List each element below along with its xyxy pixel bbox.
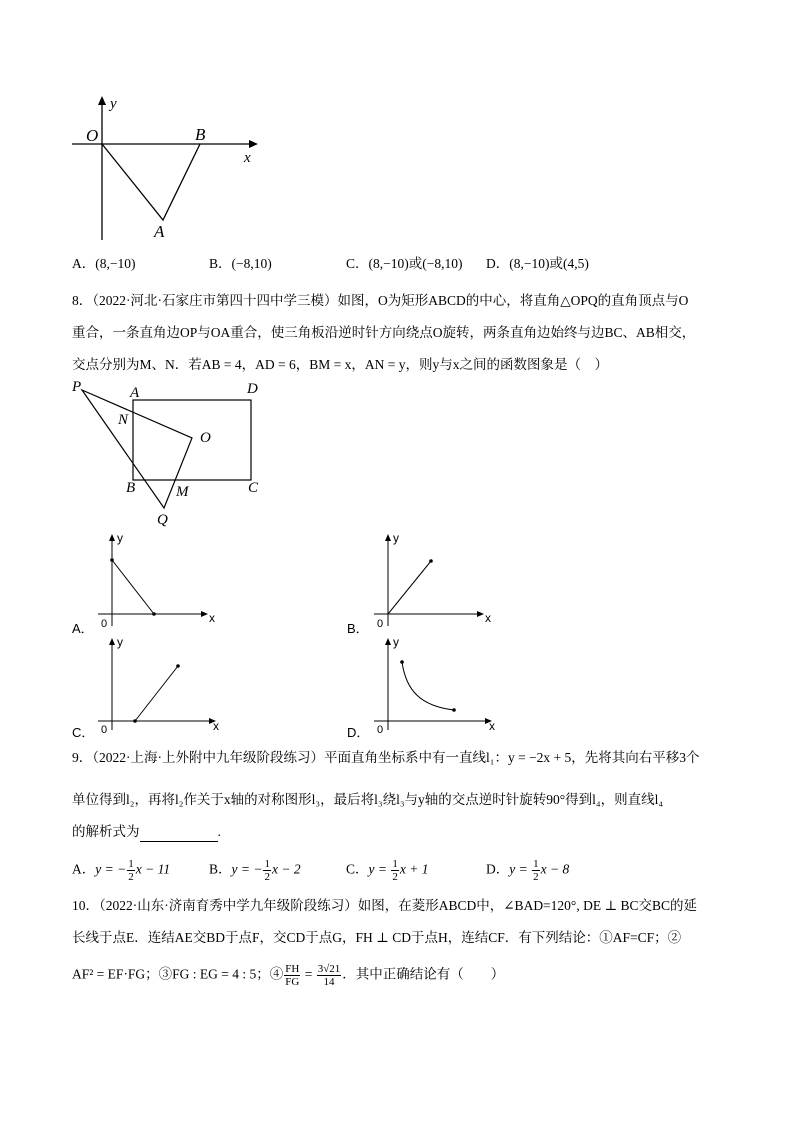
q9-option-c: C．y = $\frac{1}{2}$ x + 1	[346, 858, 429, 883]
label-p: P	[72, 379, 82, 395]
q8-option-d-label: D．	[347, 725, 370, 740]
q7-option-c: C．(8,−10)或(−8,10)	[346, 256, 463, 271]
point-a-label: A	[154, 222, 165, 241]
origin-label: O	[86, 126, 99, 145]
q8-option-c-label: C．	[72, 725, 95, 740]
q9-option-d: D．y = $\frac{1}{2}$ x − 8	[486, 858, 570, 883]
q9-option-a: A．y = − $\frac{1}{2}$ x − 11	[72, 858, 171, 883]
q9-line-1: 9．（2022·上海·上外附中九年级阶段练习）平面直角坐标系中有一直线l₁：y = −2x + 5，先将其向右平移3个	[72, 750, 700, 765]
q10-line-1: 10．（2022·山东·济南育秀中学九年级阶段练习）如图，在菱形ABCD中，∠BAD=120°, DE ⊥ BC交BC的延	[72, 898, 698, 913]
q8-graph-a	[92, 530, 222, 630]
q8-line-2: 重合，一条直角边OP与OA重合，使三角板沿逆时针方向绕点O旋转，两条直角边始终与边BC、AB相交，	[72, 325, 696, 340]
q9-line-3: 的解析式为 .	[72, 822, 221, 842]
y-axis-label: y	[110, 96, 117, 112]
graph-b-zero: 0	[377, 618, 384, 630]
q8-graph-d	[368, 634, 498, 734]
q7-option-d: D．(8,−10)或(4,5)	[486, 256, 589, 271]
fraction: $\frac{1}{2}$	[264, 858, 270, 883]
fraction: $\frac{1}{2}$	[392, 858, 398, 883]
q8-graph-b	[368, 530, 498, 630]
graph-c-x-label: x	[213, 719, 219, 733]
q7-option-b: B．(−8,10)	[209, 256, 272, 271]
fraction-fh-fg: $\frac{FH}{FG}$	[285, 963, 300, 988]
q8-graph-c	[92, 634, 222, 734]
graph-d-zero: 0	[377, 724, 384, 734]
q8-line-1: 8．（2022·河北·石家庄市第四十四中学三模）如图，O为矩形ABCD的中心，将直角△OPQ的直角顶点与O	[72, 293, 689, 308]
label-n: N	[118, 412, 129, 428]
label-c: C	[248, 480, 259, 496]
q9-option-b: B．y = − $\frac{1}{2}$ x − 2	[209, 858, 301, 883]
graph-d-x-label: x	[489, 719, 495, 733]
q8-option-b-label: B．	[347, 621, 369, 636]
q7-option-a: A．(8,−10)	[72, 256, 136, 271]
graph-a-y-label: y	[117, 531, 123, 545]
q10-line-2: 长线于点E．连结AE交BD于点F，交CD于点G，FH ⊥ CD于点H，连结CF．有下列结论：①AF=CF；②	[72, 930, 682, 945]
label-m: M	[176, 484, 189, 500]
graph-d-y-label: y	[393, 635, 399, 649]
q8-option-a-label: A．	[72, 621, 94, 636]
fraction: $\frac{1}{2}$	[128, 858, 134, 883]
label-b: B	[126, 480, 136, 496]
x-axis-label: x	[244, 150, 251, 166]
fraction: $\frac{1}{2}$	[533, 858, 539, 883]
q9-line-2: 单位得到l₂，再将l₂作关于x轴的对称图形l₃，最后将l₃绕l₃与y轴的交点逆时针旋转90°得到l₄，则直线l₄	[72, 792, 664, 807]
point-b-label: B	[195, 125, 206, 144]
graph-a-x-label: x	[209, 611, 215, 625]
q8-line-3: 交点分别为M、N．若AB = 4，AD = 6，BM = x，AN = y，则y与x之间的函数图象是（ ）	[72, 357, 608, 372]
graph-c-y-label: y	[117, 635, 123, 649]
q7-figure	[66, 92, 266, 242]
label-a: A	[130, 385, 140, 401]
graph-b-y-label: y	[393, 531, 399, 545]
q10-line-3: AF² = EF·FG；③FG : EG = 4 : 5；④ $\frac{FH}{FG}$ = $\frac{3√21}{14}$ ．其中正确结论有（ ）	[72, 963, 505, 988]
label-d: D	[247, 381, 258, 397]
fraction-value: $\frac{3√21}{14}$	[317, 963, 341, 988]
graph-b-x-label: x	[485, 611, 491, 625]
label-o: O	[200, 430, 211, 446]
graph-a-zero: 0	[101, 618, 108, 630]
q8-rectangle-figure	[66, 378, 276, 528]
graph-c-zero: 0	[101, 724, 108, 734]
label-q: Q	[157, 512, 168, 528]
answer-blank	[140, 827, 218, 842]
